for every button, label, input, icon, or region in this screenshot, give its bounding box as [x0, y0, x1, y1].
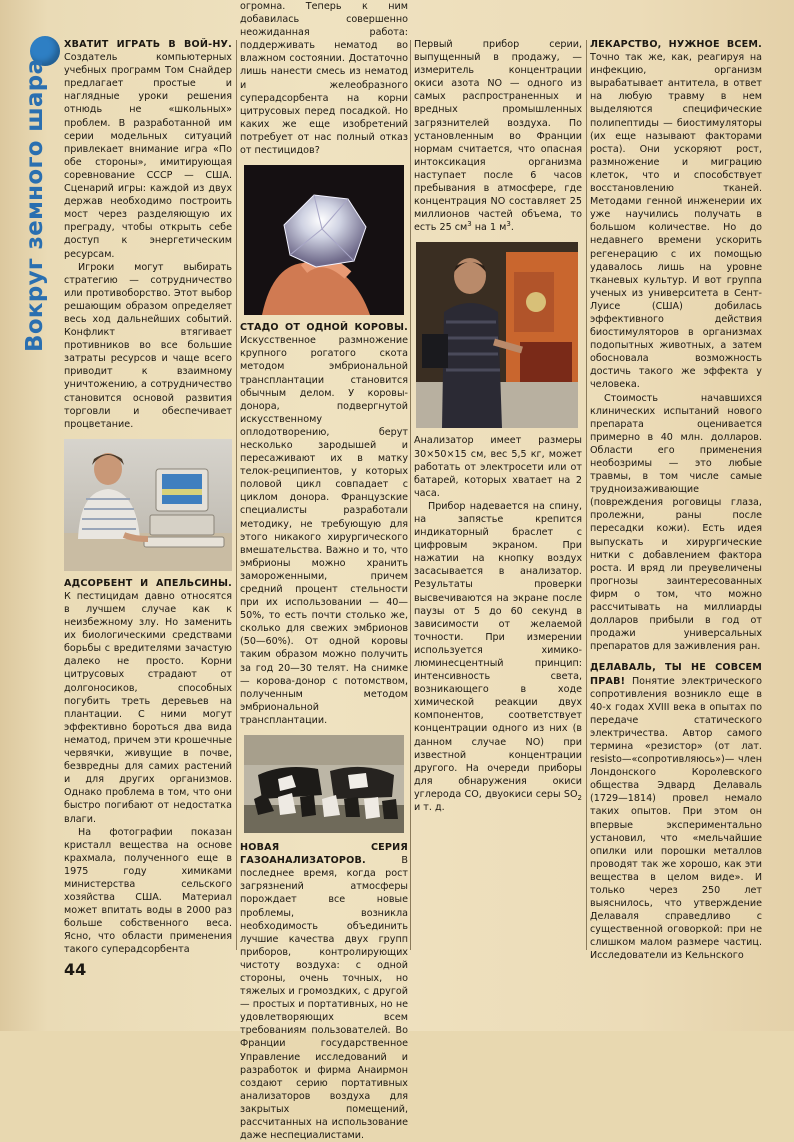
article-gas-p3-text: и т. д.: [414, 802, 445, 814]
article-adsorbent-p2-continued: огромна. Теперь к ним добавилась совершенно неожиданная работа: поддерживать нематод во влажном состоянии. Достаточно лишь нанести смесь из нематод и желеобразного суперадсорбента на корни цитрусовых перед посадкой. Но каких же еще изобретений потребует от нас полный отказ от пестицидов?: [240, 1, 408, 157]
computer-user-photo: [64, 439, 232, 571]
column-rule: [410, 40, 411, 950]
page-number: 44: [64, 960, 87, 979]
article-gas-p2-text: на 1 м: [471, 222, 507, 234]
article-adsorbent-title: АДСОРБЕНТ И АПЕЛЬСИНЫ.: [64, 577, 232, 589]
article-war-game-p1: [64, 38, 232, 261]
column-2-continued: [240, 38, 408, 188]
gas-analyzer-caption: Анализатор имеет размеры 30×50×15 см, вес 5,5 кг, может работать от электросети или от батарей, которых хватает на 2 часа.: [414, 435, 582, 499]
article-gas-p2-text: Первый прибор серии, выпущенный в продажу, — измеритель концентрации окиси азота NO — одного из самых распространенных и вредных промышленных загрязнителей воздуха. По установленным во Франции нормам считается, что опасная интоксикация организма наступает после 6 часов пребывания в атмосфере, где концентрация NO составляет 25 миллионов частей объема, то есть 25 см: [414, 39, 582, 234]
article-war-game-text: Создатель компьютерных учебных программ Том Снайдер предлагает простые и наглядные уроки решения отнюдь не «школьных» проблем. В разработанной им серии модельных ситуаций привлекает внимание игра «По обе стороны», имитирующая соревнование СССР — США. Сценарий игры: каждой из двух держав необходимо построить мост через разделяющую их преграду, чтобы открыть себе доступ к энергетическим ресурсам.: [64, 52, 232, 260]
article-gas-p2: [414, 38, 582, 234]
article-herd-title: СТАДО ОТ ОДНОЙ КОРОВЫ.: [240, 322, 408, 334]
article-gas-title: НОВАЯ СЕРИЯ ГАЗОАНАЛИЗАТОРОВ.: [240, 842, 408, 867]
article-herd-p1: [240, 321, 408, 727]
article-adsorbent-p2: На фотографии показан кристалл вещества на основе крахмала, полученного еще в 1975 году химиками министерства сельского хозяйства США. Материал может впитать воды в 2000 раз больше собственного веса. Ясно, что области применения такого суперадсорбента: [64, 826, 232, 956]
subscript: 2: [577, 793, 582, 802]
article-medicine-p2: Стоимость начавшихся клинических испытаний нового препарата оценивается примерно в 40 млн. долларов. Области его применения необозримы — это любые травмы, в том числе самые трудноизаживающие (повреждения роговицы глаза, пролежни, раны после пересадки кожи). Есть идея выпускать и хирургические нитки с добавлением фактора роста. И вряд ли преувеличены прогнозы заинтересованных фирм о том, что можно рассчитывать на миллиарды долларов прибыли в год от продажи универсальных препаратов для заживления ран.: [590, 392, 762, 653]
article-medicine-p1: [590, 38, 762, 392]
article-war-game-title: ХВАТИТ ИГРАТЬ В ВОЙ-НУ.: [64, 39, 232, 50]
superscript: 3: [467, 220, 472, 229]
article-delaval-title: ДЕЛАВАЛЬ, ТЫ НЕ СОВСЕМ ПРАВ!: [590, 662, 762, 687]
column-rule: [236, 40, 237, 950]
gas-analyzer-photo: [416, 242, 578, 428]
column-3: [414, 38, 582, 958]
article-medicine-title: ЛЕКАРСТВО, НУЖНОЕ ВСЕМ.: [590, 39, 762, 50]
article-delaval-text: Понятие электрического сопротивления возникло еще в 40-х годах XVIII века в опытах по передаче статического электричества. Автор самого термина «резистор» (от лат. resisto—«сопротивляюсь»)— член Лондонского Королевского общества Эдвард Делаваль (1729—1814) провел немало таких опытов. При этом он впервые экспериментально установил, что «мельчайшие опилки или порошки металлов проводят так же хорошо, как эти вещества в целом виде». И только через 250 лет выяснилось, что утверждение Делаваля справедливо с существенной оговоркой: при не слишком малом размере частиц. Исследователи из Кельнского: [590, 675, 762, 962]
column-1: [64, 38, 232, 958]
article-delaval-p1: [590, 661, 762, 962]
section-label: Вокруг земного шара: [22, 58, 48, 352]
article-adsorbent-text: К пестицидам давно относятся в лучшем случае как к неизбежному злу. Но заменить их биологическими средствами борьбы с вредителями зачастую далеко не просто. Корни цитрусовых страдают от долгоносиков, способных погубить треть деревьев на плантации. С ними могут эффективно бороться два вида нематод, причем эти крошечные червячки, живущие в почве, безвредны для самих растений и для других организмов. Однако проблема в том, что они быстро погибают от недостатка влаги.: [64, 590, 232, 825]
article-war-game-p2: Игроки могут выбирать стратегию — сотрудничество или противоборство. Этот выбор решающим образом определяет весь ход дальнейших событий. Конфликт втягивает противников во все большие затраты ресурсов и чаще всего приводит к взаимному уничтожению, а сотрудничество становится основой развития торговли и обеспечивает процветание.: [64, 261, 232, 430]
column-rule: [586, 40, 587, 950]
superscript: 3: [506, 220, 511, 229]
article-gas-p3-text: Прибор надевается на спину, на запястье крепится индикаторный браслет с цифровым экраном. При нажатии на кнопку воздух засасывается в анализатор. Результаты проверки высвечиваются на экране после паузы от 5 до 60 секунд в зависимости от желаемой точности. При измерении используется химико-люминесцентный принцип: интенсивность света, возникающего в ходе химической реакции двух компонентов, соответствует концентрации одного из них (в данном случае NO) при известной концентрации другого. На очереди приборы для обнаружения окиси углерода CO, двуокиси серы SO: [414, 500, 582, 800]
article-medicine-text: Точно так же, как, реагируя на инфекцию, организм вырабатывает антитела, в ответ на любую травму в нем выделяются специфические полипептиды — биостимуляторы (их еще называют факторами роста). Они ускоряют рост, размножение и миграцию клеток, что и способствует восстановлению тканей. Методами генной инженерии их уже научились получать в большом количестве. Но до недавнего времени ускорить регенерацию с их помощью удавалось лишь на уровне тканевых культур. И вот группа ученых из университета в Сент-Луисе (США) добилась эффективного действия биостимуляторов в организмах подопытных животных, а затем обосновала возможность достичь такого же эффекта у человека.: [590, 52, 762, 391]
article-gas-p1: [240, 841, 408, 1142]
article-herd-text: Искусственное размножение крупного рогатого скота методом эмбриональной трансплантации становится обычным делом. У коровы-донора, подвергнутой искусственному оплодотворению, берут несколько зародышей и пересаживают их в матку телок-реципиентов, у которых половой цикл совпадает с циклом донора. Французские специалисты разработали методику, не требующую для этого никакого хирургического вмешательства. Важно и то, что эмбрионы можно хранить замороженными, причем средний процент стельности при их использовании — 40—50%, то есть почти столько же, сколько для свежих эмбрионов (50—60%). От одной коровы таким образом можно получить за год 20—30 телят. На снимке — корова-донор с потомством, полученным методом эмбриональной трансплантации.: [240, 335, 408, 726]
article-gas-p3: [414, 500, 582, 814]
article-gas-p2-text: .: [510, 222, 514, 234]
article-adsorbent-p1: [64, 577, 232, 826]
column-4: [590, 38, 762, 962]
cattle-photo: [244, 735, 404, 833]
article-gas-text: В последнее время, когда рост загрязнений атмосферы порождает все новые проблемы, возникла необходимость объединить лучшие качества двух групп приборов, контролирующих чистоту воздуха: с одной стороны, очень точных, но тяжелых и громоздких, с другой — простых и портативных, но не удовлетворяющих всем требованиям пользователей. Во Франции государственное Управление исследований и разработок и фирма Анаирмон создают серию портативных анализаторов воздуха для закрытых помещений, рассчитанных на использование даже неспециалистами.: [240, 855, 408, 1142]
